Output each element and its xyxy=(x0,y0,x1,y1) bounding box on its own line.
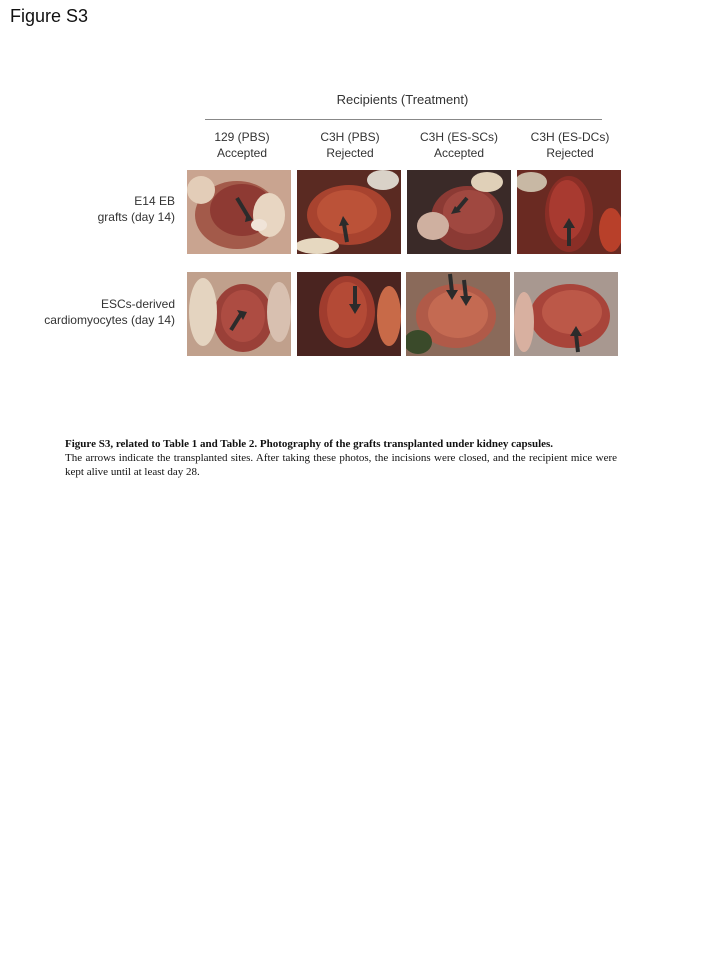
column-header-3 xyxy=(407,129,511,161)
kidney-photo-graphic xyxy=(406,272,510,356)
column-outcome: Accepted xyxy=(216,146,268,160)
photo-cm-c3h-es-dcs xyxy=(514,272,618,356)
column-outcome: Rejected xyxy=(546,146,594,160)
arrow-icon xyxy=(450,274,452,292)
photo-eb-129-pbs xyxy=(187,170,291,254)
column-outcome: Rejected xyxy=(326,146,374,160)
column-header-4 xyxy=(518,129,622,161)
kidney-photo-graphic xyxy=(187,272,291,356)
photo-cm-129-pbs xyxy=(187,272,291,356)
row-label-line: cardiomyocytes (day 14) xyxy=(44,313,175,327)
row-label-eb-grafts xyxy=(98,193,175,225)
column-treatment: C3H (ES-DCs) xyxy=(530,130,610,144)
kidney-photo-graphic xyxy=(187,170,291,254)
photo-eb-c3h-es-dcs xyxy=(517,170,621,254)
kidney-photo-graphic xyxy=(407,170,511,254)
row-label-line: grafts (day 14) xyxy=(97,210,175,224)
column-outcome: Accepted xyxy=(433,146,485,160)
photo-cm-c3h-pbs xyxy=(297,272,401,356)
photo-cm-c3h-es-scs xyxy=(406,272,510,356)
recipients-header: Recipients (Treatment) xyxy=(336,92,469,107)
kidney-photo-graphic xyxy=(297,272,401,356)
figure-caption xyxy=(65,437,617,479)
caption-title: Figure S3, related to Table 1 and Table 2. Photography of the grafts transplanted under kidney capsules. xyxy=(65,438,554,450)
column-treatment: C3H (PBS) xyxy=(320,130,380,144)
caption-text: The arrows indicate the transplanted sites. After taking these photos, the incisions were closed, and the recipient mice were kept alive until at least day 28. xyxy=(65,452,617,478)
column-header-2 xyxy=(298,129,402,161)
arrow-icon xyxy=(464,280,466,298)
kidney-photo-graphic xyxy=(517,170,621,254)
column-treatment: C3H (ES-SCs) xyxy=(419,130,498,144)
photo-eb-c3h-pbs xyxy=(297,170,401,254)
column-header-1 xyxy=(190,129,294,161)
column-treatment: 129 (PBS) xyxy=(214,130,270,144)
row-label-line: E14 EB xyxy=(134,194,175,208)
figure-label: Figure S3 xyxy=(10,6,89,26)
header-divider xyxy=(205,119,602,120)
arrow-icon xyxy=(576,334,578,352)
photo-eb-c3h-es-scs xyxy=(407,170,511,254)
row-label-line: ESCs-derived xyxy=(100,297,175,311)
kidney-photo-graphic xyxy=(297,170,401,254)
kidney-photo-graphic xyxy=(514,272,618,356)
row-label-cardiomyocytes xyxy=(44,296,175,328)
